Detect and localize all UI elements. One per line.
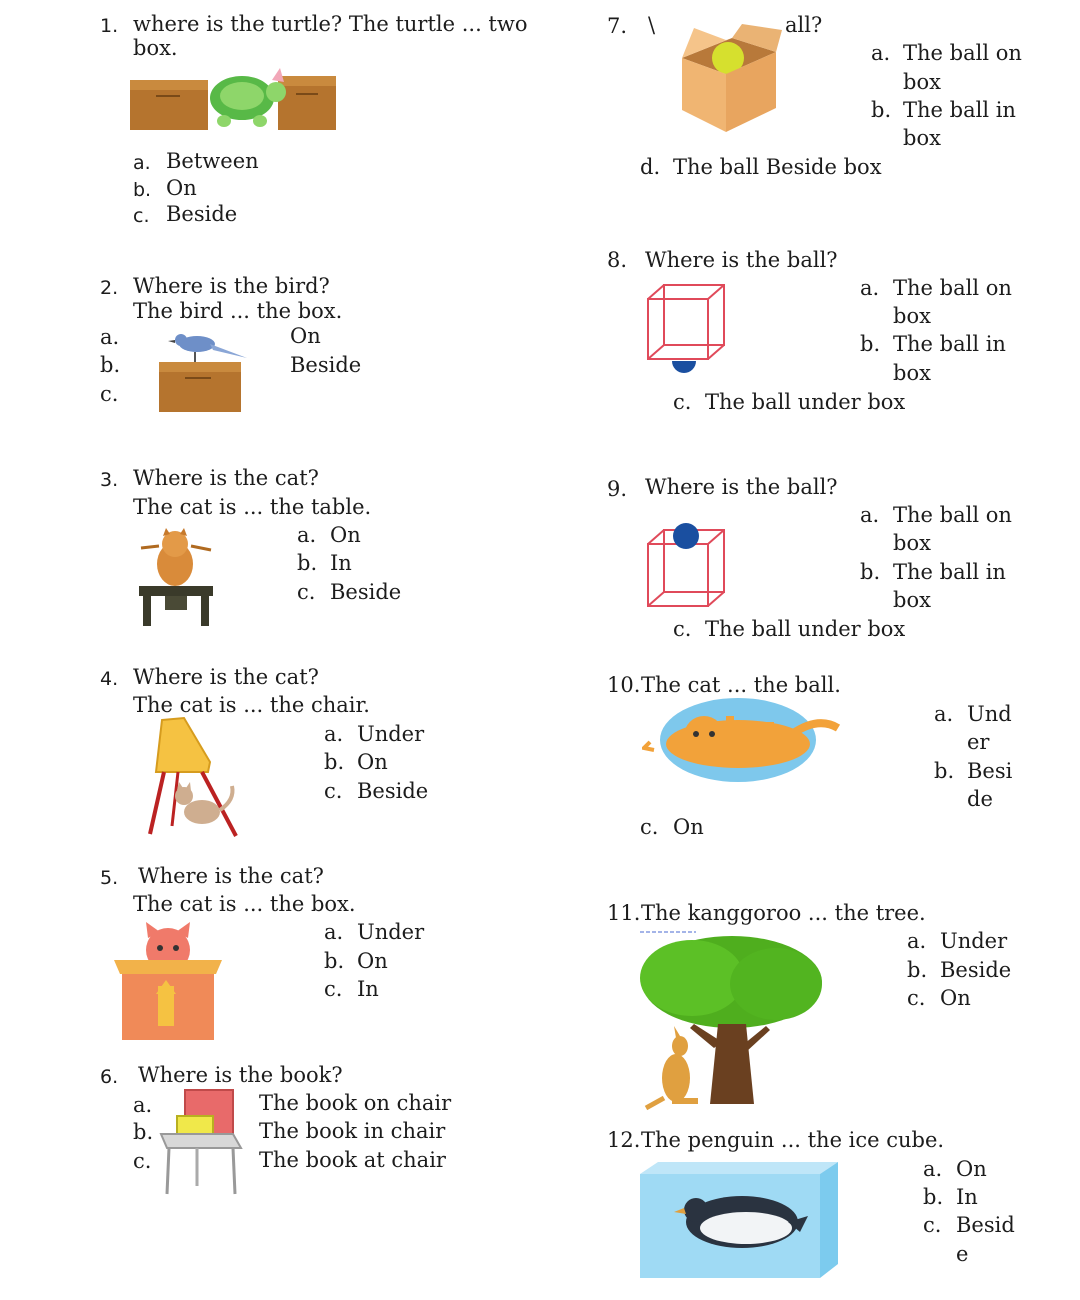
q11-option-a-letter: a.: [907, 929, 927, 953]
q3-option-b-letter: b.: [297, 551, 318, 575]
ball-under-box-image: [646, 283, 730, 377]
q9-question: Where is the ball?: [645, 475, 838, 499]
q5-question: Where is the cat?: [138, 864, 324, 888]
q6-option-c: The book at chair: [259, 1148, 446, 1172]
q8-option-b-letter: b.: [860, 332, 881, 356]
q3-option-c: Beside: [330, 580, 402, 604]
q11-option-c: On: [940, 986, 971, 1010]
q11-number: 11.: [607, 901, 641, 925]
q5-number: 5.: [100, 867, 119, 889]
ball-on-box-image: [646, 520, 730, 612]
q3-option-b: In: [330, 551, 352, 575]
q4-option-b: On: [357, 750, 388, 774]
q2-option-a: On: [290, 324, 321, 348]
ball-in-box-image: [672, 18, 784, 136]
q12-option-c: Besid: [956, 1213, 1015, 1237]
q3-question: Where is the cat?: [133, 466, 319, 490]
q12-option-b: In: [956, 1185, 978, 1209]
q2-option-b: Beside: [290, 353, 362, 377]
kangaroo-under-tree-image: [636, 928, 828, 1112]
q9-option-a-letter: a.: [860, 503, 880, 527]
q8-option-a-cont: box: [893, 304, 931, 328]
cat-on-table-image: [135, 528, 217, 628]
q10-option-a-letter: a.: [934, 702, 954, 726]
cat-under-chair-image: [140, 716, 245, 841]
q10-option-a-cont: er: [967, 730, 990, 754]
q5-option-c-letter: c.: [324, 977, 343, 1001]
q6-option-a: The book on chair: [259, 1091, 452, 1115]
q8-option-c: The ball under box: [705, 390, 906, 414]
q4-option-a: Under: [357, 722, 425, 746]
q7-number: 7.: [607, 14, 628, 38]
q12-option-c-cont: e: [956, 1242, 969, 1266]
q2-question-cont: The bird ... the box.: [133, 299, 343, 323]
q5-option-b: On: [357, 949, 388, 973]
q2-letter-c: c.: [100, 382, 119, 406]
q1-question-cont: box.: [133, 36, 178, 60]
q8-question: Where is the ball?: [645, 248, 838, 272]
q6-letter-a: a.: [133, 1093, 153, 1117]
q9-option-c: The ball under box: [705, 617, 906, 641]
q3-option-c-letter: c.: [297, 580, 316, 604]
q8-number: 8.: [607, 248, 628, 272]
q6-question: Where is the book?: [138, 1063, 343, 1087]
q11-option-a: Under: [940, 929, 1008, 953]
penguin-in-ice-cube-image: [638, 1160, 840, 1280]
q3-option-a: On: [330, 523, 361, 547]
q5-option-a-letter: a.: [324, 920, 344, 944]
q12-option-a: On: [956, 1157, 987, 1181]
turtle-between-boxes-image: [128, 66, 340, 138]
q12-number: 12.: [607, 1128, 641, 1152]
bird-on-box-image: [155, 326, 255, 416]
q1-option-c: Beside: [166, 202, 238, 226]
q12-option-c-letter: c.: [923, 1213, 942, 1237]
q7-option-b-cont: box: [903, 126, 941, 150]
q6-option-b: The book in chair: [259, 1119, 446, 1143]
q9-option-a-cont: box: [893, 531, 931, 555]
q10-number: 10.: [607, 673, 641, 697]
q1-option-b-letter: b.: [133, 179, 152, 201]
q10-option-c-letter: c.: [640, 815, 659, 839]
q4-option-a-letter: a.: [324, 722, 344, 746]
q7-question-fragment-start: \: [648, 13, 656, 37]
q2-letter-a: a.: [100, 325, 120, 349]
cat-in-box-image: [108, 920, 226, 1042]
q7-option-d-letter: d.: [640, 155, 661, 179]
q11-option-b-letter: b.: [907, 958, 928, 982]
q1-option-a-letter: a.: [133, 152, 151, 174]
q1-option-c-letter: c.: [133, 205, 150, 227]
q9-option-b: The ball in: [893, 560, 1006, 584]
q7-option-b: The ball in: [903, 98, 1016, 122]
q9-option-b-letter: b.: [860, 560, 881, 584]
q2-number: 2.: [100, 277, 119, 299]
q9-option-c-letter: c.: [673, 617, 692, 641]
q10-question: The cat ... the ball.: [641, 673, 841, 697]
q1-question: where is the turtle? The turtle ... two: [133, 12, 528, 36]
q9-option-b-cont: box: [893, 588, 931, 612]
q9-option-a: The ball on: [893, 503, 1012, 527]
q12-option-a-letter: a.: [923, 1157, 943, 1181]
q7-option-a: The ball on: [903, 41, 1022, 65]
book-on-chair-image: [153, 1086, 245, 1198]
q4-question-cont: The cat is ... the chair.: [133, 693, 370, 717]
q4-option-c: Beside: [357, 779, 429, 803]
q7-question-fragment-end: all?: [785, 13, 823, 37]
q8-option-b-cont: box: [893, 361, 931, 385]
q8-option-b: The ball in: [893, 332, 1006, 356]
q4-number: 4.: [100, 668, 119, 690]
q10-option-a: Und: [967, 702, 1012, 726]
q5-option-b-letter: b.: [324, 949, 345, 973]
q10-option-b-letter: b.: [934, 759, 955, 783]
q12-option-b-letter: b.: [923, 1185, 944, 1209]
q1-option-a: Between: [166, 149, 259, 173]
q7-option-a-letter: a.: [871, 41, 891, 65]
q4-option-b-letter: b.: [324, 750, 345, 774]
q6-letter-b: b.: [133, 1120, 154, 1144]
q1-number: 1.: [100, 15, 119, 37]
q8-option-c-letter: c.: [673, 390, 692, 414]
q1-option-b: On: [166, 176, 197, 200]
q7-option-d: The ball Beside box: [673, 155, 882, 179]
q5-option-a: Under: [357, 920, 425, 944]
q11-question: The kanggoroo ... the tree.: [641, 901, 926, 925]
q6-letter-c: c.: [133, 1149, 152, 1173]
q10-option-c: On: [673, 815, 704, 839]
q7-option-b-letter: b.: [871, 98, 892, 122]
q4-option-c-letter: c.: [324, 779, 343, 803]
q3-number: 3.: [100, 469, 119, 491]
q8-option-a: The ball on: [893, 276, 1012, 300]
q12-question: The penguin ... the ice cube.: [641, 1128, 945, 1152]
q6-number: 6.: [100, 1066, 119, 1088]
q9-number: 9.: [607, 477, 628, 501]
q11-option-c-letter: c.: [907, 986, 926, 1010]
q8-option-a-letter: a.: [860, 276, 880, 300]
cat-on-ball-image: [642, 694, 844, 786]
q10-option-b: Besi: [967, 759, 1013, 783]
q4-question: Where is the cat?: [133, 665, 319, 689]
q10-option-b-cont: de: [967, 787, 993, 811]
q3-question-cont: The cat is ... the table.: [133, 495, 372, 519]
q7-option-a-cont: box: [903, 70, 941, 94]
q2-letter-b: b.: [100, 353, 121, 377]
q2-question: Where is the bird?: [133, 274, 330, 298]
q5-question-cont: The cat is ... the box.: [133, 892, 356, 916]
q11-option-b: Beside: [940, 958, 1012, 982]
q5-option-c: In: [357, 977, 379, 1001]
q3-option-a-letter: a.: [297, 523, 317, 547]
